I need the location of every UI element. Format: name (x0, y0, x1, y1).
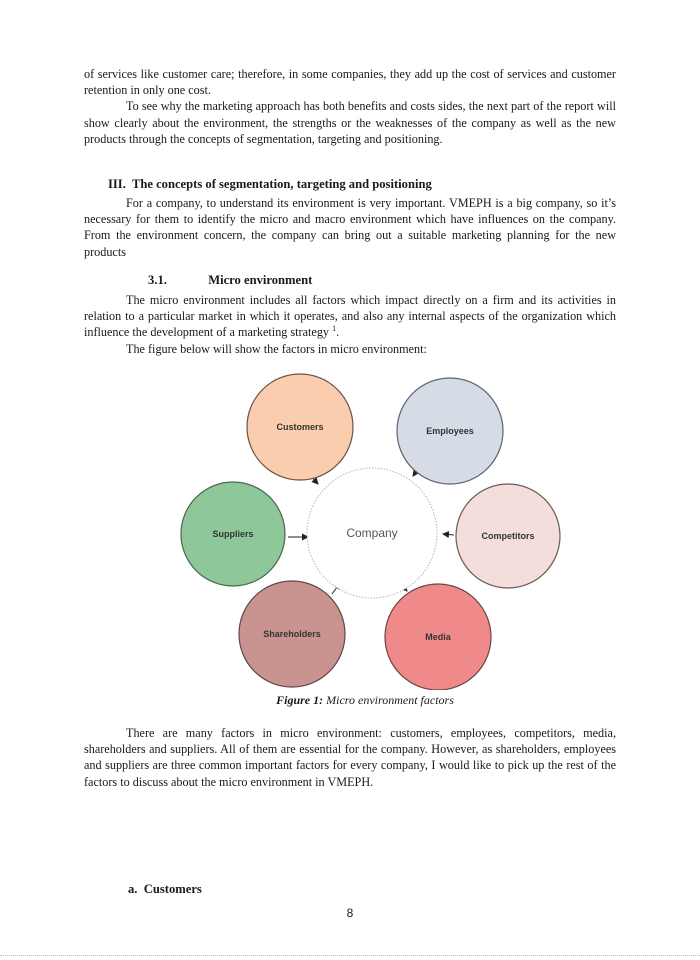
subsection-heading (148, 273, 312, 288)
figure-caption (0, 693, 700, 708)
figure-intro: The figure below will show the factors in micro environment: (126, 341, 427, 356)
intro-paragraph-1: of services like customer care; therefore, in some companies, they add up the cost of services and customer retention in only one cost. (84, 67, 616, 98)
node-competitors (456, 484, 560, 588)
discussion-paragraph: There are many factors in micro environment: customers, employees, competitors, media, shareholders and suppliers. All of them are essential for the company. However, as shareholders, employees and suppliers are three common important factors for every company, I would like to pick up the rest of the factors to discuss about the micro environment in VMEPH. (84, 726, 616, 789)
page-number: 8 (346, 906, 354, 920)
node-employees (397, 378, 503, 484)
node-customers (247, 374, 353, 480)
node-shareholders (239, 581, 345, 687)
section-title: The concepts of segmentation, targeting and positioning (131, 177, 432, 191)
shareholders-label: Shareholders (263, 629, 321, 639)
figure-caption-text: Micro environment factors (326, 693, 454, 707)
node-media (385, 584, 491, 690)
media-label: Media (425, 632, 451, 642)
section-heading (108, 177, 432, 192)
intro-paragraph-2: To see why the marketing approach has both benefits and costs sides, the next part of the report will show clearly about the environment, the strengths or the weaknesses of the company as well as the new products through the concepts of segmentation, targeting and positioning. (84, 99, 616, 146)
subsection-number: 3.1. (148, 273, 167, 287)
subsection-body (84, 292, 616, 357)
diagram-svg (170, 372, 570, 690)
subsection-body-text: The micro environment includes all factors which impact directly on a firm and its activities in relation to a particular market in which it operates, and also any internal aspects of the organization which influence the development of a marketing strategy (84, 293, 616, 340)
next-heading (128, 882, 202, 897)
discussion-block (84, 725, 616, 790)
customers-label: Customers (276, 422, 324, 432)
node-suppliers (181, 482, 285, 586)
subsection-body-period: . (336, 325, 340, 340)
section-body-text: For a company, to understand its environment is very important. VMEPH is a big company, so it’s necessary for them to identify the micro and macro environment which have influences on the company. From the environment concern, the company can bring out a suitable marketing planning for the new products (84, 196, 616, 259)
employees-label: Employees (426, 426, 474, 436)
footnote-reference[interactable]: 1 (332, 324, 337, 334)
figure-caption-label: Figure 1: (276, 693, 324, 707)
section-body (84, 195, 616, 260)
section-number: III. (108, 177, 126, 191)
page-bottom-divider (0, 955, 700, 956)
subsection-title: Micro environment (208, 273, 313, 287)
intro-paragraphs (84, 66, 616, 147)
next-heading-letter: a. (128, 882, 138, 896)
arrow-competitors (443, 534, 454, 535)
competitors-label: Competitors (481, 531, 535, 541)
subsection-body-paragraph (84, 292, 616, 341)
suppliers-label: Suppliers (212, 529, 254, 539)
next-heading-title: Customers (143, 882, 202, 896)
micro-environment-diagram (170, 372, 570, 690)
company-label: Company (346, 526, 398, 540)
